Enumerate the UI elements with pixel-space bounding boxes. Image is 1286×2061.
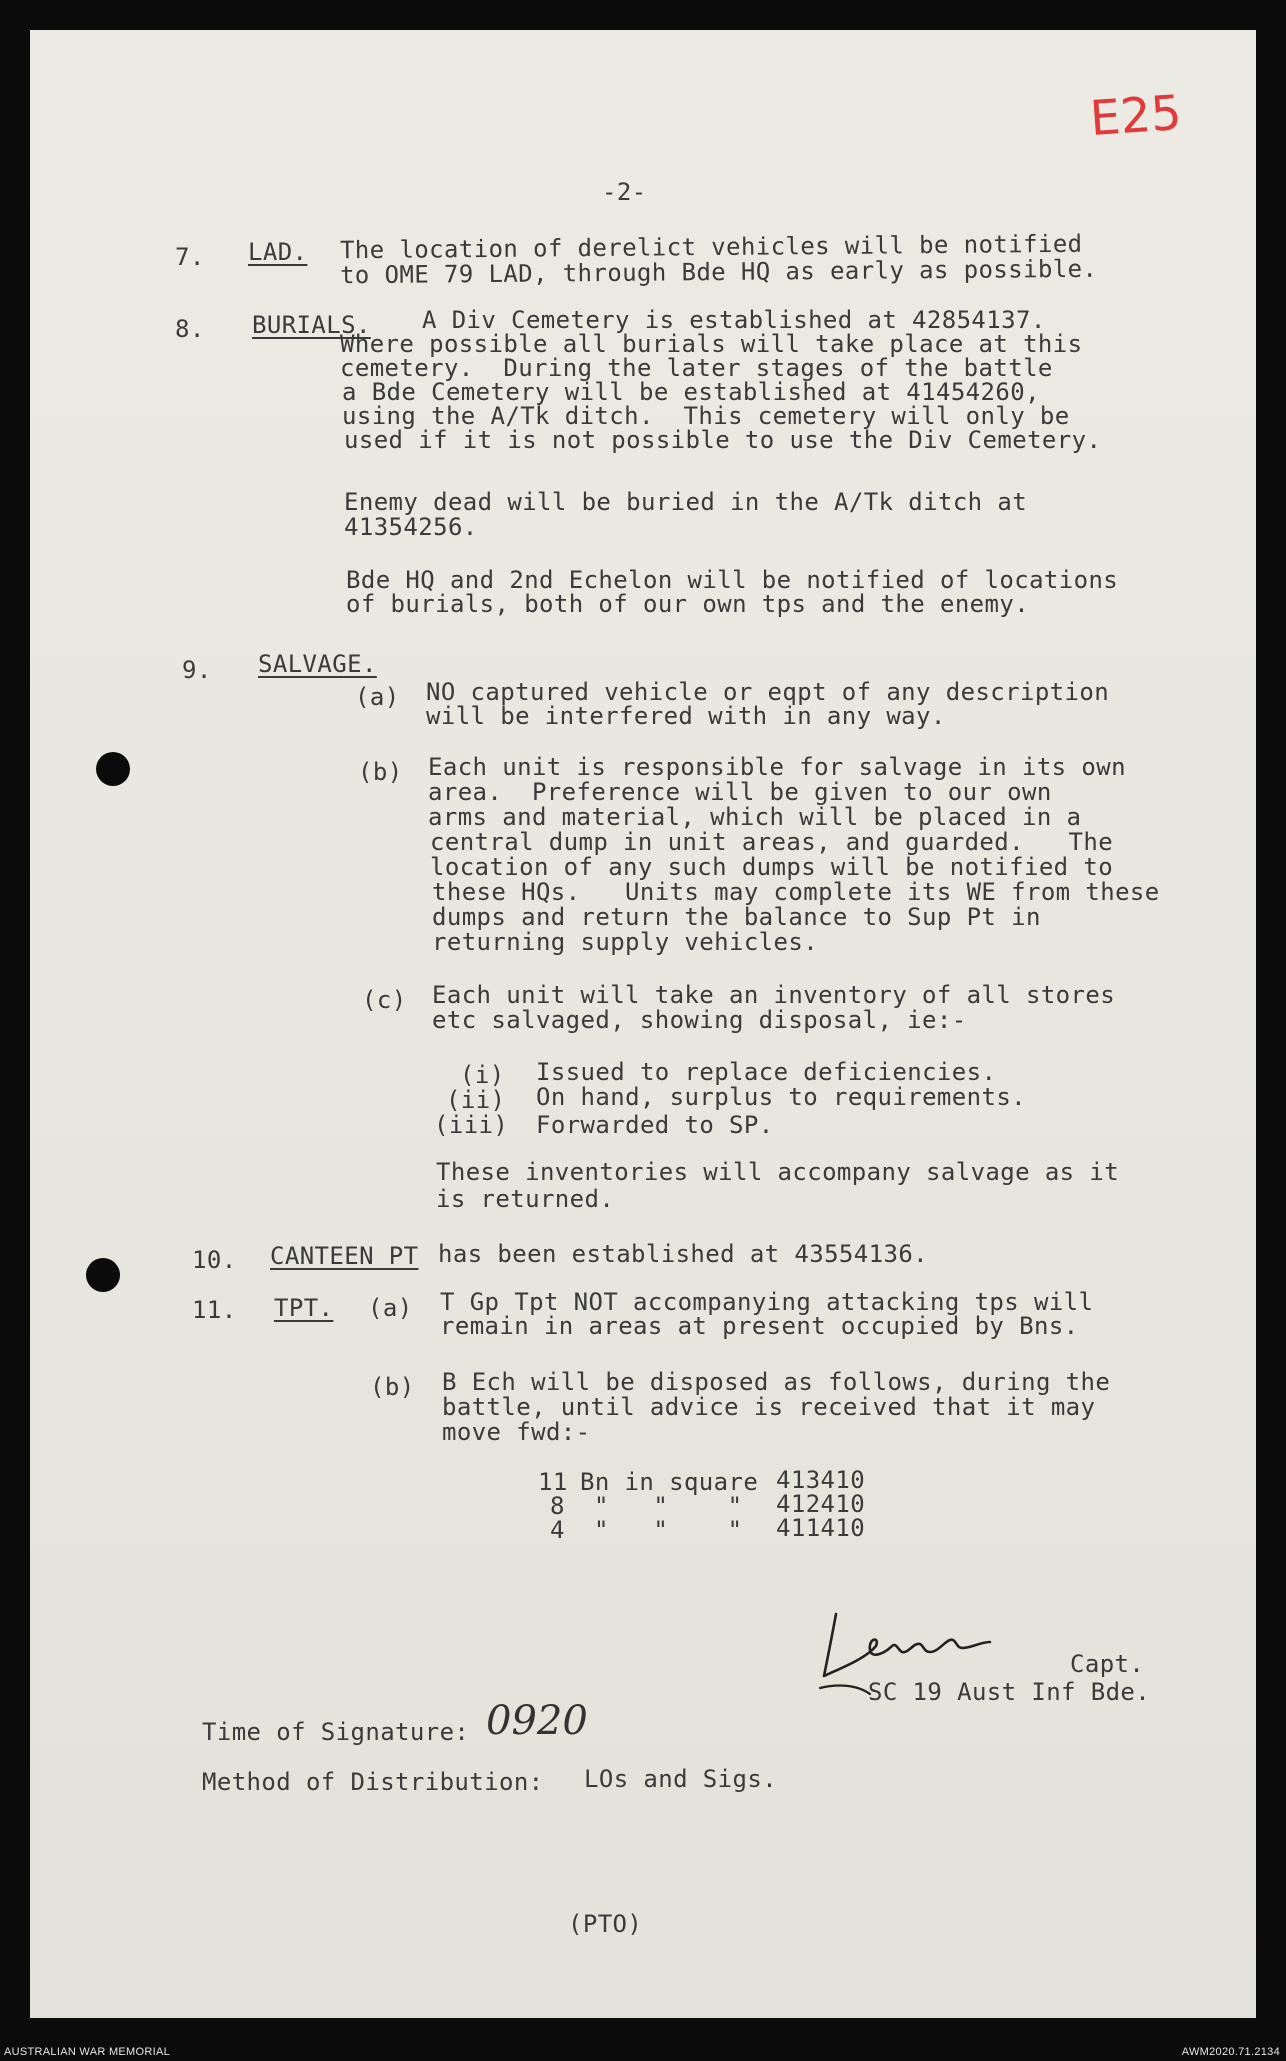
item-9a-label: (a): [355, 683, 400, 711]
table-row-2-label: " " ": [594, 1492, 743, 1520]
item-8-para3-line-1: Bde HQ and 2nd Echelon will be notified of locations: [346, 566, 1119, 594]
footer-left: AUSTRALIAN WAR MEMORIAL: [4, 2046, 171, 2058]
item-8-para2-line-1: Enemy dead will be buried in the A/Tk ditch at: [344, 488, 1028, 516]
item-7-line-1: The location of derelict vehicles will be notified: [339, 229, 1083, 265]
item-9-number: 9.: [182, 656, 212, 684]
item-9b-line-8: returning supply vehicles.: [432, 928, 819, 956]
item-9c-line-2: etc salvaged, showing disposal, ie:-: [432, 1006, 967, 1034]
item-9b-line-2: area. Preference will be given to our own: [428, 778, 1052, 806]
item-9-heading: SALVAGE.: [258, 650, 377, 678]
item-11b-line-2: battle, until advice is received that it may: [442, 1393, 1096, 1421]
item-8-para2-line-2: 41354256.: [344, 513, 478, 541]
pto-note: (PTO): [568, 1910, 643, 1938]
time-of-signature-value: 0920: [486, 1698, 588, 1744]
footer-right: AWM2020.71.2134: [1181, 2046, 1280, 2058]
signature-unit: SC 19 Aust Inf Bde.: [868, 1678, 1151, 1706]
item-9b-line-3: arms and material, which will be placed in a: [428, 803, 1082, 831]
item-8-line-2: Where possible all burials will take place at this: [340, 330, 1083, 358]
item-11-heading: TPT.: [274, 1294, 334, 1322]
punch-hole-lower: [86, 1258, 120, 1292]
item-8-line-5: using the A/Tk ditch. This cemetery will only be: [342, 402, 1070, 430]
distribution-label: Method of Distribution:: [202, 1768, 544, 1796]
item-9b-line-4: central dump in unit areas, and guarded. The: [430, 828, 1114, 856]
punch-hole-upper: [96, 752, 130, 786]
item-9c-roman-2-text: On hand, surplus to requirements.: [536, 1083, 1027, 1111]
page-number: -2-: [602, 178, 647, 206]
table-row-1-ref: 413410: [776, 1466, 866, 1494]
item-8-line-4: a Bde Cemetery will be established at 41454260,: [342, 378, 1040, 406]
item-10-number: 10.: [192, 1246, 237, 1274]
item-9a-line-1: NO captured vehicle or eqpt of any description: [426, 678, 1110, 706]
item-11b-line-3: move fwd:-: [442, 1418, 591, 1446]
item-9c-roman-3-text: Forwarded to SP.: [536, 1111, 774, 1139]
item-9b-line-6: these HQs. Units may complete its WE from these: [432, 878, 1160, 906]
item-11a-label: (a): [368, 1294, 413, 1322]
item-11-number: 11.: [192, 1296, 237, 1324]
distribution-value: LOs and Sigs.: [584, 1765, 778, 1793]
item-11a-line-2: remain in areas at present occupied by Bns.: [440, 1312, 1079, 1340]
item-8-line-6: used if it is not possible to use the Div Cemetery.: [344, 426, 1102, 454]
item-10-text: has been established at 43554136.: [438, 1240, 929, 1268]
item-8-para3-line-2: of burials, both of our own tps and the enemy.: [346, 590, 1030, 618]
item-11a-line-1: T Gp Tpt NOT accompanying attacking tps will: [440, 1288, 1094, 1316]
item-9b-label: (b): [358, 758, 403, 786]
item-7-line-2: to OME 79 LAD, through Bde HQ as early as possible.: [339, 254, 1098, 290]
time-of-signature-label: Time of Signature:: [202, 1718, 470, 1746]
item-11b-label: (b): [370, 1373, 415, 1401]
table-row-1-label: Bn in square: [580, 1468, 759, 1496]
signature-rank: Capt.: [1070, 1650, 1145, 1678]
item-7-heading: LAD.: [248, 238, 308, 266]
item-9c-roman-1-text: Issued to replace deficiencies.: [536, 1058, 997, 1086]
item-9c-label: (c): [362, 986, 407, 1014]
table-row-2-bn: 8: [550, 1492, 565, 1520]
item-8-line-1: A Div Cemetery is established at 42854137.: [422, 306, 1046, 334]
item-9b-line-1: Each unit is responsible for salvage in its own: [428, 753, 1126, 781]
table-row-1-bn: 11: [538, 1468, 568, 1496]
item-9c-roman-3-label: (iii): [434, 1111, 509, 1139]
item-8-heading: BURIALS.: [252, 311, 371, 339]
item-9c-after-line-2: is returned.: [436, 1185, 615, 1213]
item-11b-line-1: B Ech will be disposed as follows, during the: [442, 1368, 1111, 1396]
item-9c-line-1: Each unit will take an inventory of all stores: [432, 981, 1116, 1009]
item-9b-line-5: location of any such dumps will be notified to: [430, 853, 1114, 881]
item-9c-roman-1-label: (i): [460, 1061, 505, 1089]
table-row-3-ref: 411410: [776, 1514, 866, 1542]
item-8-line-3: cemetery. During the later stages of the battle: [340, 354, 1053, 382]
item-9a-line-2: will be interfered with in any way.: [426, 702, 946, 730]
document-page: [30, 30, 1256, 2018]
table-row-3-bn: 4: [550, 1516, 565, 1544]
table-row-2-ref: 412410: [776, 1490, 866, 1518]
item-9c-roman-2-label: (ii): [446, 1086, 506, 1114]
table-row-3-label: " " ": [594, 1516, 743, 1544]
item-10-heading: CANTEEN PT: [270, 1242, 419, 1270]
item-9c-after-line-1: These inventories will accompany salvage as it: [436, 1158, 1120, 1186]
item-7-number: 7.: [175, 243, 205, 271]
item-9b-line-7: dumps and return the balance to Sup Pt in: [432, 903, 1041, 931]
item-8-number: 8.: [175, 315, 205, 343]
stamp-number: E25: [1088, 84, 1184, 148]
